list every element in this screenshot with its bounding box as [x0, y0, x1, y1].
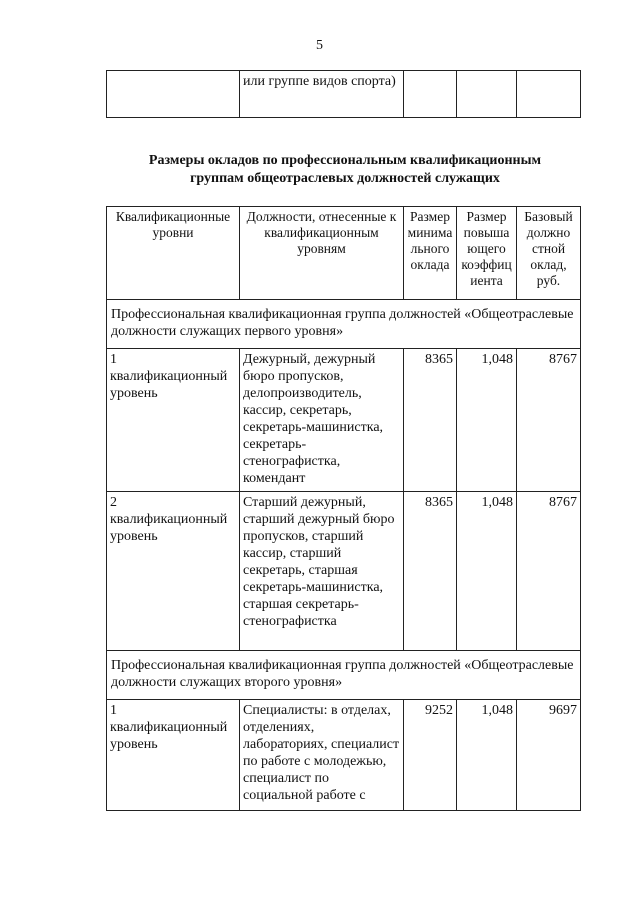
cell-coefficient: 1,048 — [457, 349, 517, 492]
cell-coefficient: 1,048 — [457, 700, 517, 811]
cell-positions: Дежурный, дежурный бюро пропусков, делопроизводитель, кассир, секретарь, секретарь-машинистка, секретарь-стенографистка, комендант — [240, 349, 404, 492]
header-qualification-levels: Квалификационные уровни — [107, 207, 240, 300]
cell-level: 2 квалификационный уровень — [107, 492, 240, 651]
group-row — [107, 651, 581, 700]
cell-min-salary: 8365 — [404, 492, 457, 651]
cell-min-salary — [404, 71, 457, 118]
table-row — [107, 349, 581, 492]
page-number: 5 — [316, 38, 323, 53]
group-title: Профессиональная квалификационная группа должностей «Общеотраслевые должности служащих второго уровня» — [107, 651, 581, 700]
cell-positions: Специалисты: в отделах, отделениях, лабораториях, специалист по работе с молодежью, специалист по социальной работе с — [240, 700, 404, 811]
section-title-line-1: Размеры окладов по профессиональным квалификационным — [148, 153, 542, 168]
group-row — [107, 300, 581, 349]
table-row — [107, 71, 581, 118]
group-title: Профессиональная квалификационная группа должностей «Общеотраслевые должности служащих первого уровня» — [107, 300, 581, 349]
cell-base-salary — [517, 71, 581, 118]
cell-level: 1 квалификационный уровень — [107, 700, 240, 811]
table-row — [107, 700, 581, 811]
header-min-salary: Размер минима льного оклада — [404, 207, 457, 300]
cell-positions: Старший дежурный, старший дежурный бюро пропусков, старший кассир, старший секретарь, старшая секретарь-машинистка, старшая секретарь-стенографистка — [240, 492, 404, 651]
section-title — [100, 152, 590, 188]
cell-base-salary: 8767 — [517, 349, 581, 492]
cell-min-salary: 8365 — [404, 349, 457, 492]
header-coefficient: Размер повыша ющего коэффиц иента — [457, 207, 517, 300]
header-base-salary: Базовый должно стной оклад, руб. — [517, 207, 581, 300]
cell-level — [107, 71, 240, 118]
cell-level: 1 квалификационный уровень — [107, 349, 240, 492]
continuation-table — [106, 70, 581, 118]
cell-min-salary: 9252 — [404, 700, 457, 811]
salary-table — [106, 206, 581, 811]
header-row — [107, 207, 581, 300]
cell-coefficient — [457, 71, 517, 118]
header-positions: Должности, отнесенные к квалификационным уровням — [240, 207, 404, 300]
section-title-line-2: группам общеотраслевых должностей служащих — [190, 171, 500, 186]
cell-coefficient: 1,048 — [457, 492, 517, 651]
cell-base-salary: 9697 — [517, 700, 581, 811]
cell-base-salary: 8767 — [517, 492, 581, 651]
table-row — [107, 492, 581, 651]
cell-positions: или группе видов спорта) — [240, 71, 404, 118]
